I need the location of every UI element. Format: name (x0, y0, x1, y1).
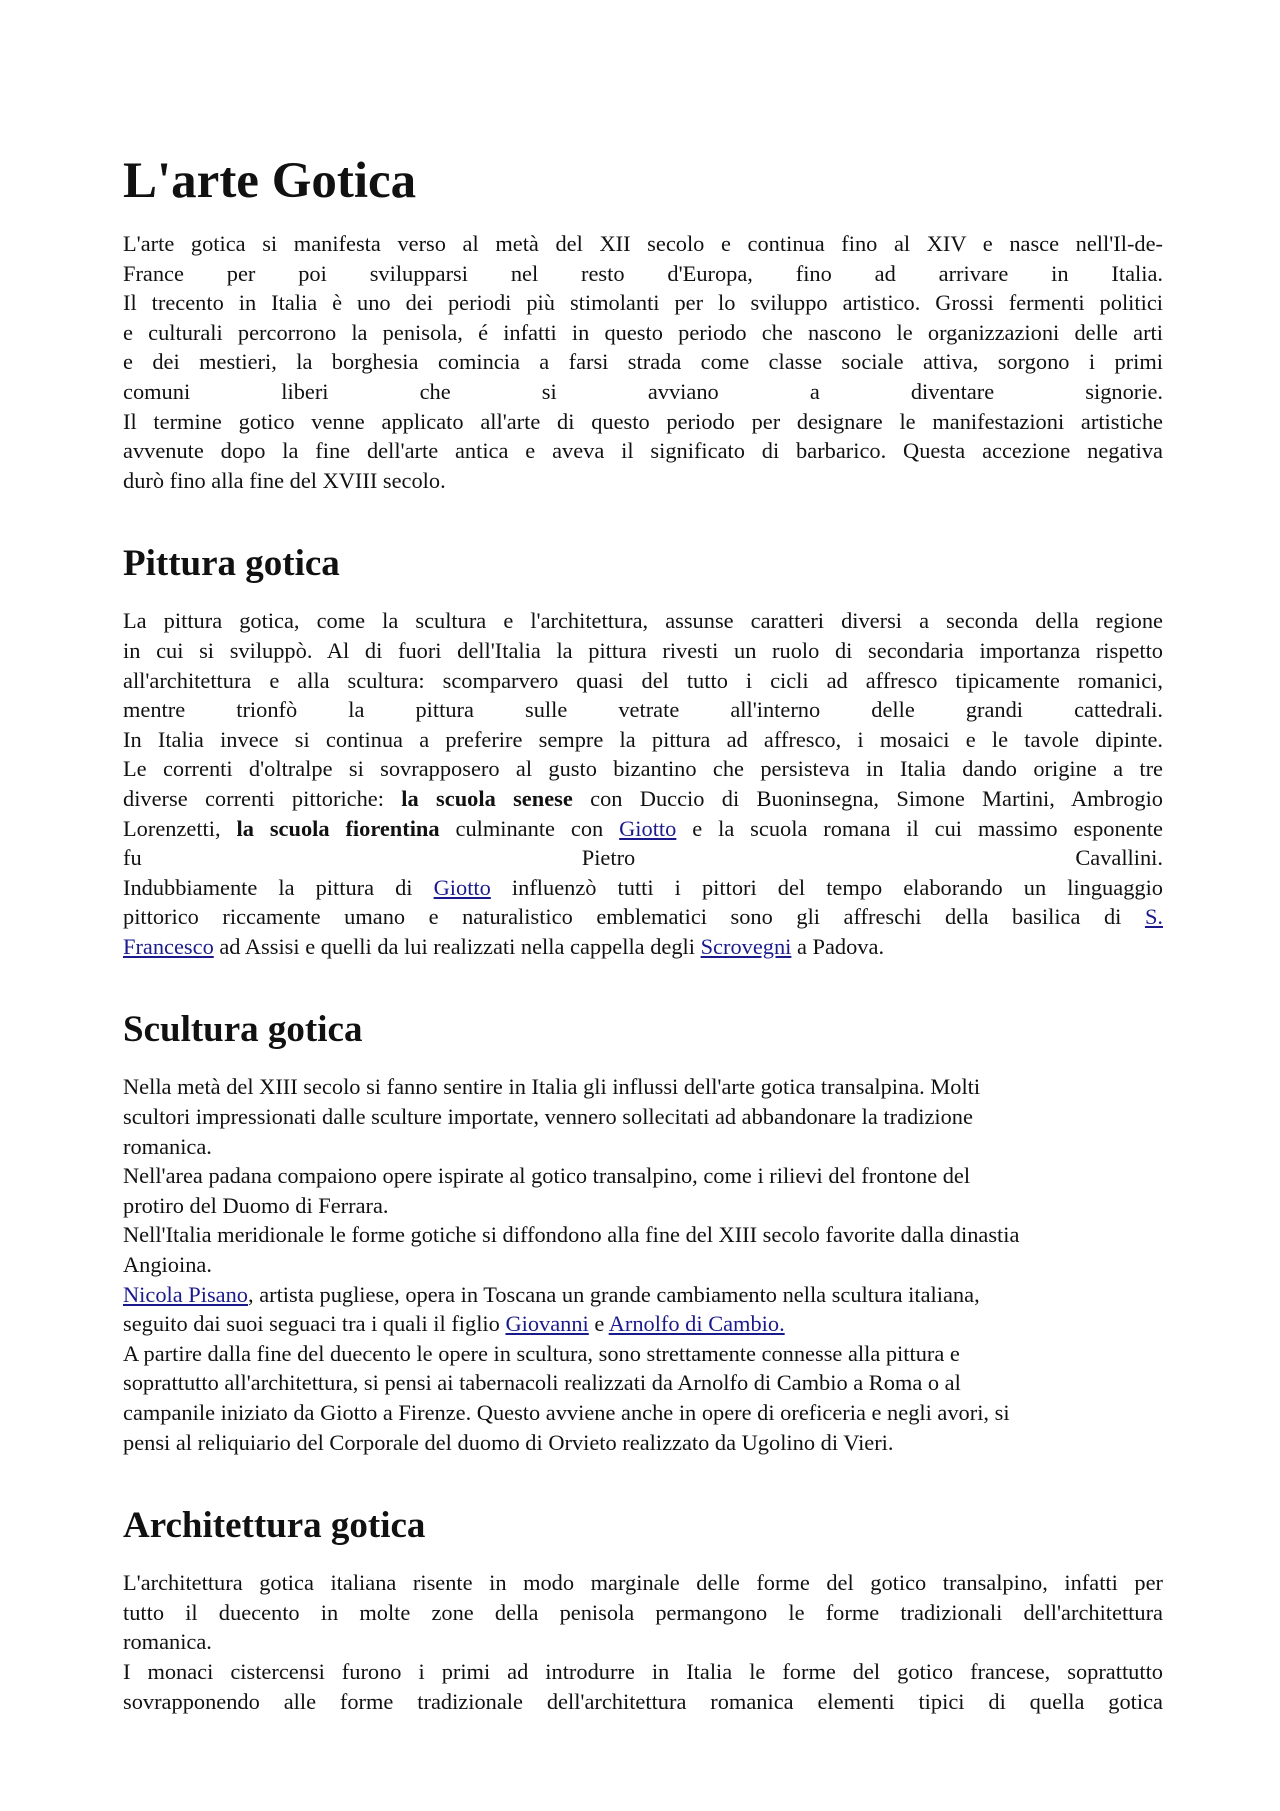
text-line (123, 873, 1163, 903)
section-heading-architettura: Architettura gotica (123, 1505, 426, 1547)
text-line: campanile iniziato da Giotto a Firenze. Questo avviene anche in opere di oreficeria e negli avori, si (123, 1400, 1010, 1425)
text-line: La pittura gotica, come la scultura e l'architettura, assunse caratteri diversi a seconda della regione (123, 608, 1163, 634)
text-line (123, 932, 1163, 962)
text-span: , artista pugliese, opera in Toscana un grande cambiamento nella scultura italiana, (248, 1281, 980, 1307)
text-line: Nell'Italia meridionale le forme gotiche si diffondono alla fine del XIII secolo favorite dalla dinastia (123, 1222, 1020, 1248)
text-line: e culturali percorrono la penisola, é infatti in questo periodo che nascono le organizzazioni delle arti (123, 319, 1163, 345)
text-span: diverse correnti pittoriche: (123, 785, 402, 811)
text-line: Nell'area padana compaiono opere ispirate al gotico transalpino, come i rilievi del frontone del (123, 1163, 971, 1189)
page-title: L'arte Gotica (123, 153, 417, 209)
text-line: romanica. (123, 1629, 212, 1655)
text-span: Lorenzetti, (123, 815, 237, 841)
link-giotto[interactable]: Giotto (619, 815, 677, 841)
text-line: In Italia invece si continua a preferire sempre la pittura ad affresco, i mosaici e le tavole dipinte. (123, 726, 1163, 752)
text-span: e (588, 1311, 609, 1337)
text-line: pensi al reliquiario del Corporale del duomo di Orvieto realizzato da Ugolino di Vieri. (123, 1429, 894, 1455)
text-span: e la scuola romana il cui massimo esponente (676, 815, 1163, 841)
text-line: Angioina. (123, 1252, 212, 1278)
section-heading-pittura: Pittura gotica (123, 543, 340, 585)
text-line: L'architettura gotica italiana risente in modo marginale delle forme del gotico transalpino, infatti per (123, 1570, 1163, 1596)
text-line (123, 1280, 1163, 1310)
text-line (123, 902, 1163, 932)
text-line: e dei mestieri, la borghesia comincia a farsi strada come classe sociale attiva, sorgono i primi (123, 349, 1163, 375)
link-arnolfo-di-cambio[interactable]: Arnolfo di Cambio. (608, 1311, 785, 1337)
text-line: in cui si sviluppò. Al di fuori dell'Italia la pittura rivesti un ruolo di secondaria importanza rispetto (123, 637, 1163, 663)
text-span: a Padova. (791, 933, 885, 959)
pittura-section (123, 606, 1163, 961)
text-line: France per poi svilupparsi nel resto d'Europa, fino ad arrivare in Italia. (123, 260, 1163, 286)
text-line: Le correnti d'oltralpe si sovrapposero al gusto bizantino che persisteva in Italia dando origine a tre (123, 756, 1163, 782)
text-line: sovrapponendo alle forme tradizionale dell'architettura romanica elementi tipici di quella gotica (123, 1688, 1163, 1714)
text-line: A partire dalla fine del duecento le opere in scultura, sono strettamente connesse alla pittura e (123, 1340, 960, 1366)
link-giovanni[interactable]: Giovanni (505, 1311, 589, 1337)
intro-section (123, 229, 1163, 495)
text-line: Nella metà del XIII secolo si fanno sentire in Italia gli influssi dell'arte gotica transalpina. Molti (123, 1074, 981, 1100)
text-span: influenzò tutti i pittori del tempo elaborando un linguaggio (490, 874, 1163, 900)
text-line (123, 784, 1163, 814)
text-span: seguito dai suoi seguaci tra i quali il figlio (123, 1311, 506, 1337)
text-line: scultori impressionati dalle sculture importate, vennero sollecitati ad abbandonare la tradizione (123, 1104, 973, 1130)
text-line: durò fino alla fine del XVIII secolo. (123, 467, 446, 493)
text-line: comuni liberi che si avviano a diventare signorie. (123, 378, 1163, 404)
text-line: all'architettura e alla scultura: scomparvero quasi del tutto i cicli ad affresco tipicamente romanici, (123, 667, 1163, 693)
text-span: culminante con (439, 815, 620, 841)
text-line: avvenute dopo la fine dell'arte antica e aveva il significato di barbarico. Questa accezione negativa (123, 438, 1163, 464)
document-page (123, 140, 1163, 1716)
text-line: Il trecento in Italia è uno dei periodi più stimolanti per lo sviluppo artistico. Grossi fermenti politici (123, 290, 1163, 316)
text-line: Il termine gotico venne applicato all'arte di questo periodo per designare le manifestazioni artistiche (123, 408, 1163, 434)
text-span: pittorico riccamente umano e naturalistico emblematici sono gli affreschi della basilica di (123, 904, 1145, 930)
text-line: mentre trionfò la pittura sulle vetrate all'interno delle grandi cattedrali. (123, 697, 1163, 723)
architettura-section (123, 1568, 1163, 1716)
link-san-francesco[interactable]: S. (1144, 904, 1163, 930)
bold-term: la scuola senese (401, 785, 573, 811)
link-scrovegni[interactable]: Scrovegni (700, 933, 792, 959)
text-line (123, 814, 1163, 844)
text-line: I monaci cistercensi furono i primi ad introdurre in Italia le forme del gotico francese, soprattutto (123, 1658, 1163, 1684)
text-line: L'arte gotica si manifesta verso al metà del XII secolo e continua fino al XIV e nasce nell'Il-de- (123, 231, 1163, 256)
text-line: fu Pietro Cavallini. (123, 845, 1163, 871)
scultura-section (123, 1072, 1163, 1457)
text-line: romanica. (123, 1133, 212, 1159)
text-span: ad Assisi e quelli da lui realizzati nella cappella degli (213, 933, 701, 959)
text-span: con Duccio di Buoninsegna, Simone Martini, Ambrogio (572, 785, 1164, 811)
link-san-francesco[interactable]: Francesco (123, 933, 214, 959)
text-line (123, 1309, 1163, 1339)
section-heading-scultura: Scultura gotica (123, 1009, 363, 1051)
text-span: Indubbiamente la pittura di (123, 874, 434, 900)
text-line: protiro del Duomo di Ferrara. (123, 1192, 389, 1218)
link-nicola-pisano[interactable]: Nicola Pisano (123, 1281, 248, 1307)
text-line: tutto il duecento in molte zone della penisola permangono le forme tradizionali dell'architettura (123, 1599, 1163, 1625)
bold-term: la scuola fiorentina (236, 815, 440, 841)
text-line: soprattutto all'architettura, si pensi ai tabernacoli realizzati da Arnolfo di Cambio a Roma o al (123, 1370, 961, 1396)
link-giotto[interactable]: Giotto (433, 874, 491, 900)
